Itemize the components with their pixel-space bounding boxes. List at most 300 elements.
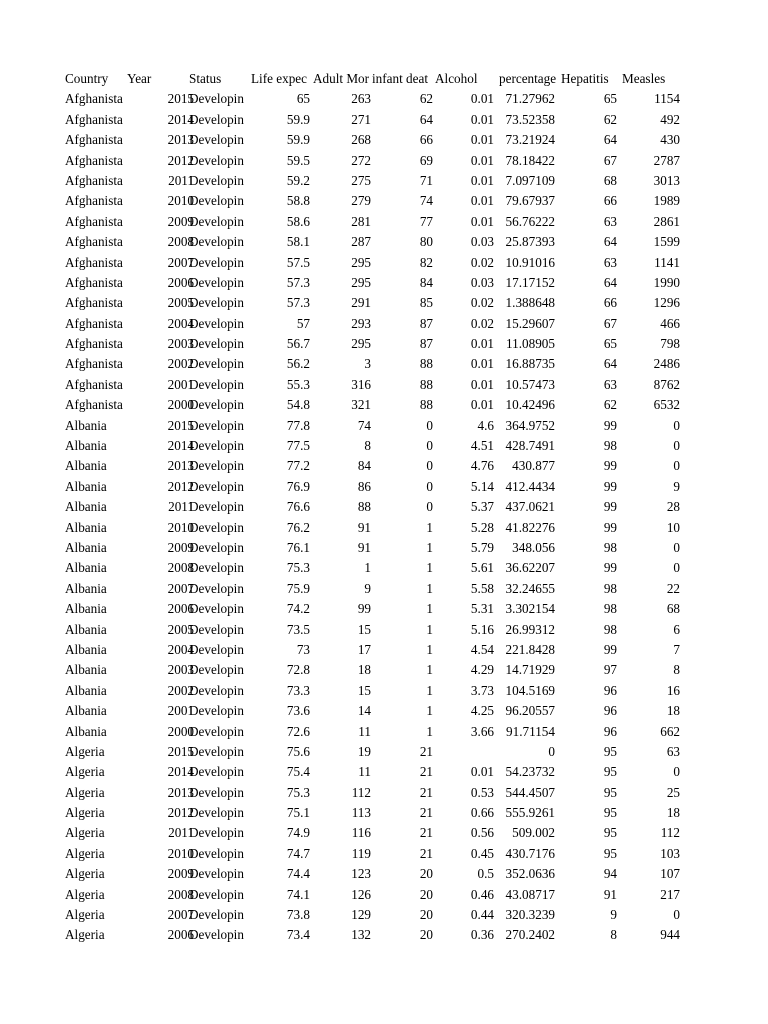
cell-status: Developin bbox=[189, 193, 244, 209]
cell-life-expectancy: 57.5 bbox=[286, 254, 310, 270]
cell-percentage: 79.67937 bbox=[505, 193, 555, 209]
cell-hepatitis: 64 bbox=[603, 274, 617, 290]
cell-adult-mortality: 11 bbox=[358, 764, 371, 780]
cell-alcohol: 0.03 bbox=[470, 274, 494, 290]
cell-infant-deaths: 87 bbox=[419, 315, 433, 331]
cell-year: 2005 bbox=[167, 621, 194, 637]
cell-hepatitis: 99 bbox=[603, 519, 617, 535]
cell-life-expectancy: 74.4 bbox=[286, 866, 310, 882]
cell-hepatitis: 99 bbox=[603, 417, 617, 433]
cell-status: Developin bbox=[189, 254, 244, 270]
cell-infant-deaths: 0 bbox=[426, 458, 433, 474]
cell-adult-mortality: 129 bbox=[351, 907, 371, 923]
cell-year: 2012 bbox=[167, 478, 194, 494]
cell-percentage: 544.4507 bbox=[505, 784, 555, 800]
cell-life-expectancy: 73.8 bbox=[286, 907, 310, 923]
cell-adult-mortality: 123 bbox=[351, 866, 371, 882]
cell-hepatitis: 67 bbox=[603, 152, 617, 168]
cell-hepatitis: 98 bbox=[603, 621, 617, 637]
cell-status: Developin bbox=[189, 397, 244, 413]
cell-alcohol: 0.01 bbox=[470, 376, 494, 392]
cell-year: 2008 bbox=[167, 560, 194, 576]
cell-alcohol: 0.01 bbox=[470, 764, 494, 780]
cell-adult-mortality: 74 bbox=[357, 417, 371, 433]
cell-measles: 7 bbox=[673, 641, 680, 657]
cell-year: 2003 bbox=[167, 662, 194, 678]
cell-infant-deaths: 1 bbox=[426, 682, 433, 698]
cell-status: Developin bbox=[189, 315, 244, 331]
cell-measles: 217 bbox=[660, 886, 680, 902]
cell-infant-deaths: 1 bbox=[426, 560, 433, 576]
cell-alcohol: 0.01 bbox=[470, 356, 494, 372]
cell-infant-deaths: 21 bbox=[419, 764, 433, 780]
cell-hepatitis: 99 bbox=[603, 458, 617, 474]
cell-percentage: 352.0636 bbox=[505, 866, 555, 882]
cell-year: 2009 bbox=[167, 866, 194, 882]
cell-percentage: 7.097109 bbox=[505, 172, 555, 188]
cell-hepatitis: 95 bbox=[603, 845, 617, 861]
cell-life-expectancy: 73 bbox=[296, 641, 310, 657]
cell-status: Developin bbox=[189, 682, 244, 698]
cell-percentage: 430.7176 bbox=[505, 845, 555, 861]
cell-infant-deaths: 1 bbox=[426, 703, 433, 719]
cell-adult-mortality: 91 bbox=[357, 539, 371, 555]
cell-country: Albania bbox=[65, 478, 107, 494]
cell-life-expectancy: 59.9 bbox=[286, 132, 310, 148]
cell-adult-mortality: 11 bbox=[358, 723, 371, 739]
cell-percentage: 11.08905 bbox=[506, 336, 555, 352]
cell-infant-deaths: 87 bbox=[419, 336, 433, 352]
cell-infant-deaths: 21 bbox=[419, 805, 433, 821]
cell-status: Developin bbox=[189, 621, 244, 637]
cell-year: 2015 bbox=[167, 91, 194, 107]
cell-country: Afghanista bbox=[65, 213, 123, 229]
cell-hepatitis: 95 bbox=[603, 743, 617, 759]
header-country: Country bbox=[65, 71, 109, 86]
cell-hepatitis: 95 bbox=[603, 784, 617, 800]
cell-status: Developin bbox=[189, 519, 244, 535]
cell-percentage: 91.71154 bbox=[506, 723, 555, 739]
cell-status: Developin bbox=[189, 703, 244, 719]
cell-year: 2002 bbox=[167, 356, 194, 372]
cell-year: 2000 bbox=[167, 723, 194, 739]
cell-alcohol: 3.73 bbox=[470, 682, 494, 698]
cell-country: Afghanista bbox=[65, 132, 123, 148]
cell-percentage: 15.29607 bbox=[505, 315, 555, 331]
cell-life-expectancy: 75.3 bbox=[286, 784, 310, 800]
cell-measles: 1989 bbox=[653, 193, 680, 209]
cell-adult-mortality: 15 bbox=[357, 682, 371, 698]
cell-country: Afghanista bbox=[65, 274, 123, 290]
cell-hepatitis: 65 bbox=[603, 91, 617, 107]
cell-infant-deaths: 0 bbox=[426, 417, 433, 433]
cell-alcohol: 0.01 bbox=[470, 152, 494, 168]
cell-percentage: 73.21924 bbox=[505, 132, 555, 148]
cell-year: 2009 bbox=[167, 539, 194, 555]
cell-percentage: 73.52358 bbox=[505, 111, 555, 127]
cell-year: 2011 bbox=[168, 499, 194, 515]
cell-hepatitis: 98 bbox=[603, 601, 617, 617]
cell-status: Developin bbox=[189, 641, 244, 657]
cell-status: Developin bbox=[189, 376, 244, 392]
cell-percentage: 43.08717 bbox=[505, 886, 555, 902]
cell-year: 2009 bbox=[167, 213, 194, 229]
cell-country: Albania bbox=[65, 458, 107, 474]
cell-year: 2013 bbox=[167, 132, 194, 148]
cell-adult-mortality: 18 bbox=[357, 662, 371, 678]
cell-infant-deaths: 82 bbox=[419, 254, 433, 270]
cell-infant-deaths: 20 bbox=[419, 927, 433, 943]
cell-adult-mortality: 272 bbox=[351, 152, 371, 168]
cell-infant-deaths: 21 bbox=[419, 825, 433, 841]
cell-adult-mortality: 291 bbox=[351, 295, 371, 311]
cell-infant-deaths: 1 bbox=[426, 621, 433, 637]
cell-alcohol: 0.01 bbox=[470, 193, 494, 209]
cell-country: Afghanista bbox=[65, 152, 123, 168]
cell-year: 2006 bbox=[167, 601, 194, 617]
cell-percentage: 364.9752 bbox=[505, 417, 555, 433]
cell-percentage: 78.18422 bbox=[505, 152, 555, 168]
cell-status: Developin bbox=[189, 458, 244, 474]
cell-status: Developin bbox=[189, 111, 244, 127]
cell-year: 2013 bbox=[167, 784, 194, 800]
cell-adult-mortality: 295 bbox=[351, 274, 371, 290]
cell-hepatitis: 63 bbox=[603, 213, 617, 229]
cell-percentage: 348.056 bbox=[512, 539, 555, 555]
cell-alcohol: 5.37 bbox=[470, 499, 494, 515]
cell-alcohol: 0.01 bbox=[470, 91, 494, 107]
cell-hepatitis: 64 bbox=[603, 234, 617, 250]
cell-status: Developin bbox=[189, 784, 244, 800]
cell-infant-deaths: 84 bbox=[419, 274, 433, 290]
cell-alcohol: 3.66 bbox=[470, 723, 494, 739]
cell-year: 2007 bbox=[167, 254, 194, 270]
cell-percentage: 104.5169 bbox=[505, 682, 555, 698]
cell-alcohol: 4.51 bbox=[470, 438, 494, 454]
cell-life-expectancy: 75.4 bbox=[286, 764, 310, 780]
cell-percentage: 96.20557 bbox=[505, 703, 555, 719]
header-hepatitis: Hepatitis bbox=[561, 71, 609, 86]
cell-alcohol: 0.46 bbox=[470, 886, 494, 902]
cell-measles: 68 bbox=[666, 601, 680, 617]
cell-country: Algeria bbox=[65, 866, 105, 882]
cell-status: Developin bbox=[189, 560, 244, 576]
cell-adult-mortality: 8 bbox=[364, 438, 371, 454]
cell-alcohol: 5.61 bbox=[470, 560, 494, 576]
cell-country: Albania bbox=[65, 621, 107, 637]
cell-year: 2005 bbox=[167, 295, 194, 311]
cell-alcohol: 5.79 bbox=[470, 539, 494, 555]
cell-adult-mortality: 19 bbox=[357, 743, 371, 759]
cell-status: Developin bbox=[189, 580, 244, 596]
cell-percentage: 54.23732 bbox=[505, 764, 555, 780]
cell-status: Developin bbox=[189, 866, 244, 882]
header-life-expectancy: Life expec bbox=[251, 71, 308, 86]
cell-adult-mortality: 86 bbox=[357, 478, 371, 494]
header-adult-mortality: Adult Mor bbox=[313, 71, 370, 86]
cell-measles: 112 bbox=[660, 825, 680, 841]
cell-status: Developin bbox=[189, 172, 244, 188]
cell-status: Developin bbox=[189, 132, 244, 148]
cell-status: Developin bbox=[189, 805, 244, 821]
cell-infant-deaths: 0 bbox=[426, 438, 433, 454]
cell-measles: 10 bbox=[666, 519, 680, 535]
cell-life-expectancy: 75.6 bbox=[286, 743, 310, 759]
cell-alcohol: 0.02 bbox=[470, 295, 494, 311]
cell-measles: 0 bbox=[673, 764, 680, 780]
cell-infant-deaths: 21 bbox=[419, 845, 433, 861]
cell-infant-deaths: 1 bbox=[426, 662, 433, 678]
cell-country: Afghanista bbox=[65, 397, 123, 413]
cell-measles: 466 bbox=[660, 315, 680, 331]
cell-percentage: 16.88735 bbox=[505, 356, 555, 372]
cell-hepatitis: 66 bbox=[603, 193, 617, 209]
cell-measles: 22 bbox=[666, 580, 680, 596]
cell-measles: 2861 bbox=[653, 213, 680, 229]
cell-year: 2008 bbox=[167, 886, 194, 902]
cell-status: Developin bbox=[189, 886, 244, 902]
cell-alcohol: 4.6 bbox=[477, 417, 494, 433]
cell-adult-mortality: 88 bbox=[357, 499, 371, 515]
cell-adult-mortality: 295 bbox=[351, 336, 371, 352]
cell-adult-mortality: 15 bbox=[357, 621, 371, 637]
cell-life-expectancy: 76.1 bbox=[286, 539, 310, 555]
cell-infant-deaths: 20 bbox=[419, 886, 433, 902]
cell-hepatitis: 96 bbox=[603, 703, 617, 719]
cell-hepatitis: 68 bbox=[603, 172, 617, 188]
cell-life-expectancy: 59.2 bbox=[286, 172, 310, 188]
cell-infant-deaths: 66 bbox=[419, 132, 433, 148]
cell-alcohol: 4.25 bbox=[470, 703, 494, 719]
cell-infant-deaths: 1 bbox=[426, 539, 433, 555]
cell-percentage: 1.388648 bbox=[505, 295, 555, 311]
cell-percentage: 41.82276 bbox=[505, 519, 555, 535]
cell-infant-deaths: 88 bbox=[419, 397, 433, 413]
cell-hepatitis: 91 bbox=[603, 886, 617, 902]
cell-year: 2001 bbox=[167, 703, 194, 719]
cell-measles: 103 bbox=[660, 845, 680, 861]
cell-life-expectancy: 57.3 bbox=[286, 274, 310, 290]
cell-adult-mortality: 126 bbox=[351, 886, 371, 902]
cell-percentage: 221.8428 bbox=[505, 641, 555, 657]
cell-life-expectancy: 73.6 bbox=[286, 703, 310, 719]
cell-country: Albania bbox=[65, 417, 107, 433]
cell-status: Developin bbox=[189, 907, 244, 923]
cell-adult-mortality: 1 bbox=[364, 560, 371, 576]
cell-infant-deaths: 0 bbox=[426, 478, 433, 494]
cell-percentage: 412.4434 bbox=[505, 478, 555, 494]
cell-country: Algeria bbox=[65, 764, 105, 780]
cell-status: Developin bbox=[189, 927, 244, 943]
cell-country: Algeria bbox=[65, 805, 105, 821]
cell-country: Albania bbox=[65, 662, 107, 678]
cell-infant-deaths: 85 bbox=[419, 295, 433, 311]
cell-status: Developin bbox=[189, 601, 244, 617]
cell-infant-deaths: 20 bbox=[419, 866, 433, 882]
cell-status: Developin bbox=[189, 152, 244, 168]
cell-adult-mortality: 263 bbox=[351, 91, 371, 107]
cell-measles: 0 bbox=[673, 438, 680, 454]
cell-measles: 430 bbox=[660, 132, 680, 148]
cell-year: 2004 bbox=[167, 315, 194, 331]
cell-adult-mortality: 112 bbox=[351, 784, 371, 800]
cell-life-expectancy: 75.1 bbox=[286, 805, 310, 821]
cell-adult-mortality: 295 bbox=[351, 254, 371, 270]
cell-percentage: 36.62207 bbox=[505, 560, 555, 576]
cell-hepatitis: 96 bbox=[603, 682, 617, 698]
cell-adult-mortality: 281 bbox=[351, 213, 371, 229]
cell-alcohol: 0.44 bbox=[470, 907, 494, 923]
cell-country: Albania bbox=[65, 601, 107, 617]
cell-country: Afghanista bbox=[65, 295, 123, 311]
cell-alcohol: 0.02 bbox=[470, 315, 494, 331]
cell-alcohol: 0.01 bbox=[470, 132, 494, 148]
cell-year: 2011 bbox=[168, 172, 194, 188]
cell-percentage: 428.7491 bbox=[505, 438, 555, 454]
cell-hepatitis: 67 bbox=[603, 315, 617, 331]
cell-measles: 25 bbox=[666, 784, 680, 800]
cell-hepatitis: 96 bbox=[603, 723, 617, 739]
cell-adult-mortality: 119 bbox=[351, 845, 371, 861]
cell-alcohol: 0.53 bbox=[470, 784, 494, 800]
cell-country: Afghanista bbox=[65, 254, 123, 270]
cell-measles: 0 bbox=[673, 417, 680, 433]
cell-year: 2001 bbox=[167, 376, 194, 392]
header-infant-deaths: infant deat bbox=[372, 71, 429, 86]
cell-measles: 1990 bbox=[653, 274, 680, 290]
cell-percentage: 0 bbox=[548, 743, 555, 759]
cell-alcohol: 0.01 bbox=[470, 172, 494, 188]
cell-infant-deaths: 88 bbox=[419, 376, 433, 392]
cell-life-expectancy: 74.7 bbox=[286, 845, 310, 861]
cell-year: 2014 bbox=[167, 764, 194, 780]
cell-hepatitis: 62 bbox=[603, 111, 617, 127]
cell-alcohol: 0.02 bbox=[470, 254, 494, 270]
cell-percentage: 3.302154 bbox=[505, 601, 555, 617]
cell-status: Developin bbox=[189, 743, 244, 759]
cell-measles: 6532 bbox=[653, 397, 680, 413]
cell-measles: 18 bbox=[666, 703, 680, 719]
cell-alcohol: 4.54 bbox=[470, 641, 494, 657]
cell-adult-mortality: 17 bbox=[357, 641, 371, 657]
cell-year: 2011 bbox=[168, 825, 194, 841]
cell-adult-mortality: 113 bbox=[351, 805, 371, 821]
cell-status: Developin bbox=[189, 274, 244, 290]
cell-year: 2002 bbox=[167, 682, 194, 698]
cell-measles: 2787 bbox=[653, 152, 680, 168]
cell-country: Albania bbox=[65, 723, 107, 739]
cell-infant-deaths: 77 bbox=[419, 213, 433, 229]
cell-hepatitis: 62 bbox=[603, 397, 617, 413]
cell-infant-deaths: 20 bbox=[419, 907, 433, 923]
cell-life-expectancy: 55.3 bbox=[286, 376, 310, 392]
cell-alcohol: 5.58 bbox=[470, 580, 494, 596]
cell-infant-deaths: 80 bbox=[419, 234, 433, 250]
cell-status: Developin bbox=[189, 723, 244, 739]
cell-percentage: 10.57473 bbox=[505, 376, 555, 392]
cell-year: 2006 bbox=[167, 274, 194, 290]
cell-year: 2013 bbox=[167, 458, 194, 474]
cell-infant-deaths: 21 bbox=[419, 784, 433, 800]
cell-alcohol: 5.28 bbox=[470, 519, 494, 535]
cell-measles: 2486 bbox=[653, 356, 680, 372]
cell-alcohol: 5.16 bbox=[470, 621, 494, 637]
cell-country: Afghanista bbox=[65, 376, 123, 392]
cell-year: 2007 bbox=[167, 580, 194, 596]
cell-life-expectancy: 59.5 bbox=[286, 152, 310, 168]
cell-year: 2014 bbox=[167, 111, 194, 127]
cell-life-expectancy: 57 bbox=[296, 315, 310, 331]
cell-life-expectancy: 77.8 bbox=[286, 417, 310, 433]
cell-percentage: 509.002 bbox=[512, 825, 555, 841]
cell-year: 2008 bbox=[167, 234, 194, 250]
cell-percentage: 14.71929 bbox=[505, 662, 555, 678]
cell-country: Albania bbox=[65, 560, 107, 576]
cell-adult-mortality: 275 bbox=[351, 172, 371, 188]
cell-status: Developin bbox=[189, 417, 244, 433]
cell-life-expectancy: 75.9 bbox=[286, 580, 310, 596]
cell-year: 2010 bbox=[167, 845, 194, 861]
cell-hepatitis: 98 bbox=[603, 539, 617, 555]
cell-status: Developin bbox=[189, 91, 244, 107]
cell-country: Albania bbox=[65, 519, 107, 535]
cell-alcohol: 4.29 bbox=[470, 662, 494, 678]
cell-life-expectancy: 56.2 bbox=[286, 356, 310, 372]
cell-measles: 492 bbox=[660, 111, 680, 127]
cell-life-expectancy: 73.5 bbox=[286, 621, 310, 637]
header-year: Year bbox=[127, 71, 152, 86]
cell-hepatitis: 63 bbox=[603, 254, 617, 270]
cell-hepatitis: 99 bbox=[603, 499, 617, 515]
cell-hepatitis: 95 bbox=[603, 825, 617, 841]
cell-status: Developin bbox=[189, 478, 244, 494]
cell-status: Developin bbox=[189, 213, 244, 229]
cell-hepatitis: 95 bbox=[603, 764, 617, 780]
cell-infant-deaths: 1 bbox=[426, 723, 433, 739]
cell-hepatitis: 99 bbox=[603, 560, 617, 576]
cell-life-expectancy: 77.2 bbox=[286, 458, 310, 474]
cell-hepatitis: 64 bbox=[603, 132, 617, 148]
cell-alcohol: 5.14 bbox=[470, 478, 494, 494]
cell-life-expectancy: 56.7 bbox=[286, 336, 310, 352]
cell-measles: 8 bbox=[673, 662, 680, 678]
cell-percentage: 26.99312 bbox=[505, 621, 555, 637]
cell-country: Algeria bbox=[65, 907, 105, 923]
cell-hepatitis: 98 bbox=[603, 580, 617, 596]
cell-life-expectancy: 57.3 bbox=[286, 295, 310, 311]
cell-adult-mortality: 271 bbox=[351, 111, 371, 127]
cell-country: Afghanista bbox=[65, 356, 123, 372]
cell-measles: 8762 bbox=[653, 376, 680, 392]
cell-life-expectancy: 76.6 bbox=[286, 499, 310, 515]
cell-hepatitis: 64 bbox=[603, 356, 617, 372]
cell-year: 2015 bbox=[167, 743, 194, 759]
cell-alcohol: 0.36 bbox=[470, 927, 494, 943]
cell-adult-mortality: 268 bbox=[351, 132, 371, 148]
cell-country: Albania bbox=[65, 580, 107, 596]
cell-percentage: 10.42496 bbox=[505, 397, 555, 413]
cell-alcohol: 0.01 bbox=[470, 111, 494, 127]
cell-life-expectancy: 73.4 bbox=[286, 927, 310, 943]
cell-life-expectancy: 73.3 bbox=[286, 682, 310, 698]
cell-alcohol: 0.03 bbox=[470, 234, 494, 250]
cell-country: Algeria bbox=[65, 825, 105, 841]
cell-year: 2012 bbox=[167, 805, 194, 821]
cell-measles: 63 bbox=[666, 743, 680, 759]
cell-measles: 0 bbox=[673, 458, 680, 474]
cell-status: Developin bbox=[189, 662, 244, 678]
cell-adult-mortality: 14 bbox=[357, 703, 371, 719]
